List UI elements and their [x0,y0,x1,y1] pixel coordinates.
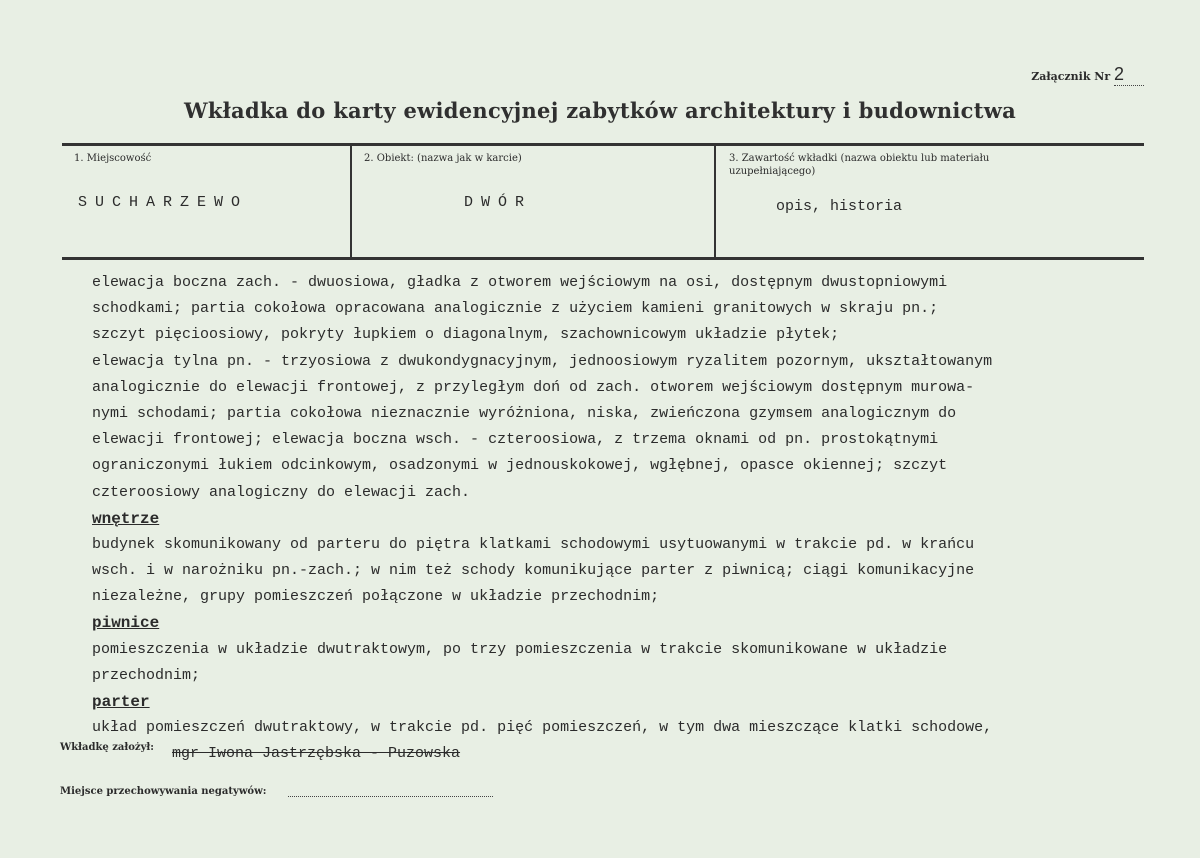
text-line: elewacja boczna zach. - dwuosiowa, gładka z otworem wejściowym na osi, dostępnym dwustopniowymi [92,274,948,291]
section-heading-basement: piwnice [92,614,160,633]
annex-number [1031,64,1144,86]
text-line: analogicznie do elewacji frontowej, z przyległym doń od zach. otworem wejściowym dostępnym murowa- [92,378,975,396]
locality-value: SUCHARZEWO [78,194,249,211]
text-line: ograniczonymi łukiem odcinkowym, osadzonymi w jednouskokowej, wgłębnej, opasce okiennej; szczyt [92,457,948,475]
text-line: przechodnim; [92,666,201,684]
contents-label: 3. Zawartość wkładki (nazwa obiektu lub materiału uzupełniającego) [729,153,990,177]
table-bottom-rule [62,257,1144,260]
object-value: DWÓR [464,194,533,211]
negatives-location-label: Miejsce przechowywania negatywów: [60,786,267,797]
page-title: Wkładka do karty ewidencyjnej zabytków architektury i budownictwa [183,98,1017,123]
column-divider-1 [350,146,352,257]
locality-label: 1. Miejscowość [74,153,152,164]
text-line: budynek skomunikowany od parteru do piętra klatkami schodowymi usytuowanymi w trakcie pd. w krańcu [92,535,975,553]
text-line: szczyt pięcioosiowy, pokryty łupkiem o diagonalnym, szachownicowym układzie płytek; [92,326,840,344]
text-line: niezależne, grupy pomieszczeń połączone w układzie przechodnim; [92,588,660,606]
section-heading-ground-floor: parter [92,693,150,711]
author-value: mgr Iwona Jastrzębska - Puzowska [172,745,461,762]
object-label: 2. Obiekt: (nazwa jak w karcie) [364,153,522,164]
author-label: Wkładkę założył: [60,742,154,753]
annex-number-field [1114,64,1144,86]
text-line: czteroosiowy analogiczny do elewacji zach. [92,483,471,501]
text-line: elewacja tylna pn. - trzyosiowa z dwukondygnacyjnym, jednoosiowym ryzalitem pozornym, ukształtowanym [92,352,993,370]
text-line: elewacji frontowej; elewacja boczna wsch. - czteroosiowa, z trzema oknami od pn. prostokątnymi [92,431,939,449]
negatives-location-field [288,796,493,797]
annex-number-value: 2 [1114,64,1126,84]
description-text [92,270,1122,741]
contents-value: opis, historia [776,198,903,215]
table-top-rule [62,143,1144,146]
column-divider-2 [714,146,716,257]
text-line: pomieszczenia w układzie dwutraktowym, po trzy pomieszczenia w trakcie skomunikowane w układzie [92,640,948,658]
text-line: układ pomieszczeń dwutraktowy, w trakcie pd. pięć pomieszczeń, w tym dwa mieszczące klatki schodowe, [92,719,993,737]
text-line: schodkami; partia cokołowa opracowana analogicznie z użyciem kamieni granitowych w skraju pn.; [92,300,939,318]
annex-label: Załącznik Nr [1031,70,1111,83]
text-line: wsch. i w narożniku pn.-zach.; w nim też schody komunikujące parter z piwnicą; ciągi komunikacyjne [92,562,975,580]
section-heading-interior: wnętrze [92,509,160,528]
text-line: nymi schodami; partia cokołowa nieznacznie wyróżniona, niska, zwieńczona gzymsem analogicznym do [92,404,957,422]
